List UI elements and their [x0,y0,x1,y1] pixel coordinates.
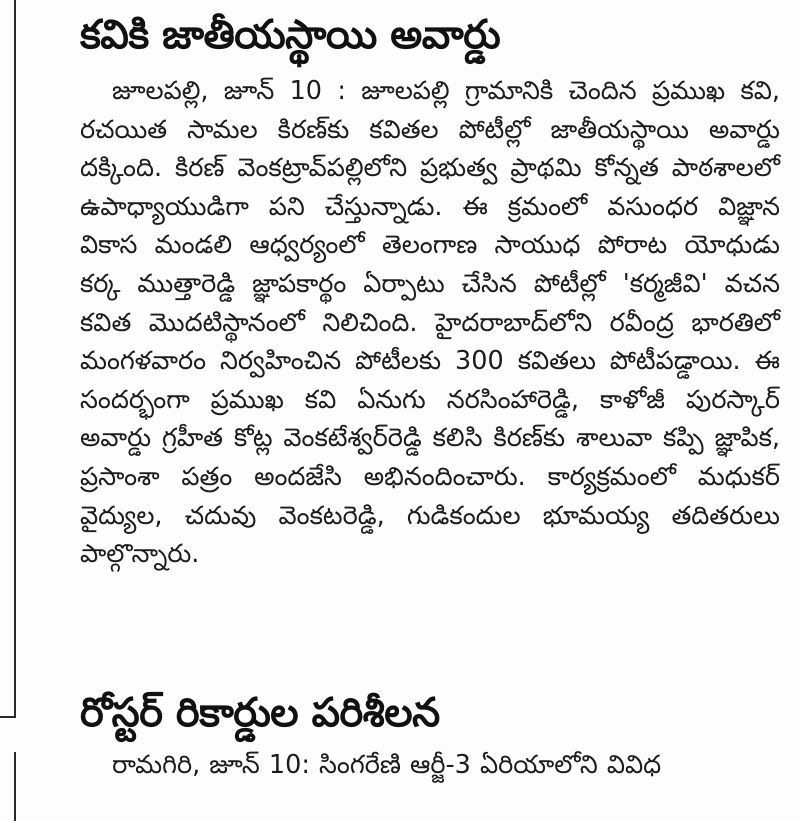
article-roster-records [80,684,780,785]
column-divider-rule-lower [14,752,16,821]
column-divider-rule [14,0,16,718]
article-headline: రోస్టర్ రికార్డుల పరిశీలన [80,690,440,736]
article-headline: కవికి జాతీయస్థాయి అవార్డు [80,12,501,58]
article-body: రామగిరి, జూన్ 10: సింగరేణి ఆర్జీ-3 ఏరియాలోని వివిధ [112,750,662,780]
column-divider-foot-rule [0,716,16,718]
article-national-award [80,6,780,574]
article-body: జూలపల్లి, జూన్ 10 : జూలపల్లి గ్రామానికి చెందిన ప్రముఖ కవి, రచయిత సామల కిరణ్‌కు కవితల పోటీల్లో జాతీయస్థాయి అవార్డు దక్కింది. కిరణ్ వెంకట్రావ్‌పల్లిలోని ప్రభుత్వ ప్రాథమి కోన్నత పాఠశాలలో ఉపాధ్యాయుడిగా పని చేస్తున్నాడు. ఈ క్రమంలో వసుంధర విజ్ఞాన వికాస మండలి ఆధ్వర్యంలో తెలంగాణ సాయుధ పోరాట యోధుడు కర్క ముత్తారెడ్డి జ్ఞాపకార్థం ఏర్పాటు చేసిన పోటీల్లో 'కర్మజీవి' వచన కవిత మొదటిస్థానంలో నిలిచింది. హైదరాబాద్‌లోని రవీంద్ర భారతిలో మంగళవారం నిర్వహించిన పోటీలకు 300 కవితలు పోటీపడ్డాయి. ఈ సందర్భంగా ప్రముఖ కవి ఏనుగు నరసింహారెడ్డి, కాళోజీ పురస్కార్ అవార్డు గ్రహీత కోట్ల వెంకటేశ్వర్‌రెడ్డి కలిసి కిరణ్‌కు శాలువా కప్పి జ్ఞాపిక, ప్రసాంశా పత్రం అందజేసి అభినందించారు. కార్యక్రమంలో మధుకర్ వైద్యుల, చదువు వెంకటరెడ్డి, గుడికందుల భూమయ్య తదితరులు పాల్గొన్నారు. [80,76,780,570]
